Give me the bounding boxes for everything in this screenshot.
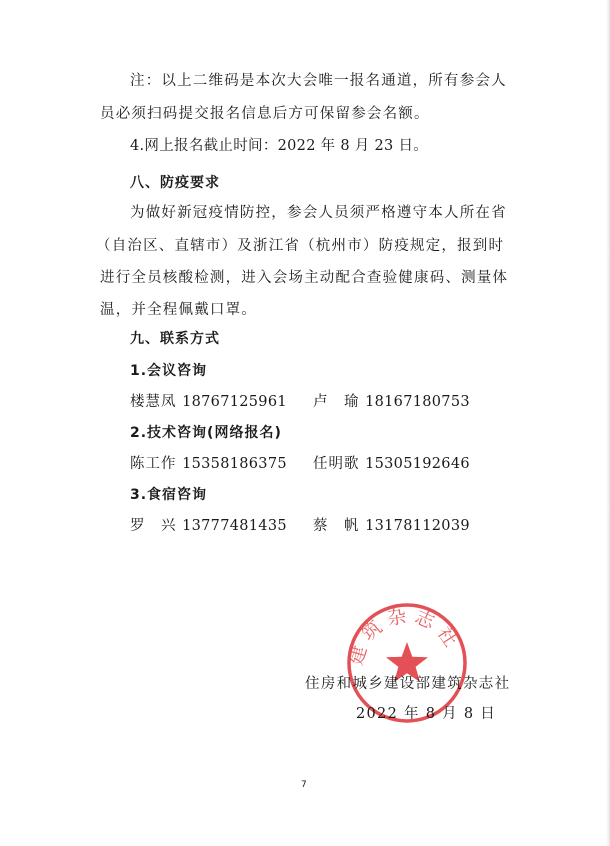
section-8-para-line-2: （自治区、直辖市）及浙江省（杭州市）防疫规定，报到时 [96,238,505,254]
contact-group-title: 3.食宿咨询 [130,487,208,503]
contact-name: 楼慧凤 [130,394,177,410]
contact-name: 卢 瑜 [313,394,360,410]
contact-entry [130,392,287,412]
notice-line-2: 员必须扫码提交报名信息后方可保留参会名额。 [100,106,430,122]
section-8-para-line-1: 为做好新冠疫情防控，参会人员须严格遵守本人所在省 [130,205,507,221]
page-number: 7 [301,780,307,790]
contact-group-title: 1.会议咨询 [130,363,208,379]
contact-phone: 15305192646 [365,456,470,472]
contact-phone: 13777481435 [182,518,287,534]
section-8-title: 八、防疫要求 [130,175,220,191]
section-8-para-line-4: 温，并全程佩戴口罩。 [100,302,257,318]
signature-date: 2022 年 8 月 8 日 [356,706,497,722]
contact-name: 罗 兴 [130,518,177,534]
contact-entry [313,454,470,474]
notice-line-1: 注：以上二维码是本次大会唯一报名通道，所有参会人 [130,73,507,89]
contact-entry [313,516,470,536]
deadline-line: 4.网上报名截止时间：2022 年 8 月 23 日。 [130,138,429,154]
page-edge-shadow [606,0,610,846]
section-8-para-line-3: 进行全员核酸检测，进入会场主动配合查验健康码、测量体 [100,270,509,286]
section-9-title: 九、联系方式 [130,331,220,347]
contact-group-title: 2.技术咨询(网络报名) [130,425,282,441]
contact-name: 任明歌 [313,456,360,472]
contact-entry [313,392,470,412]
seal-text: 建筑杂志社 [344,604,465,668]
contact-name: 陈工作 [130,456,177,472]
contact-entry [130,454,287,474]
contact-phone: 15358186375 [182,456,287,472]
contact-entry [130,516,287,536]
contact-phone: 18167180753 [365,394,470,410]
signature-org: 住房和城乡建设部建筑杂志社 [305,676,511,692]
contact-phone: 13178112039 [365,518,470,534]
contact-name: 蔡 帆 [313,518,360,534]
contact-phone: 18767125961 [182,394,287,410]
